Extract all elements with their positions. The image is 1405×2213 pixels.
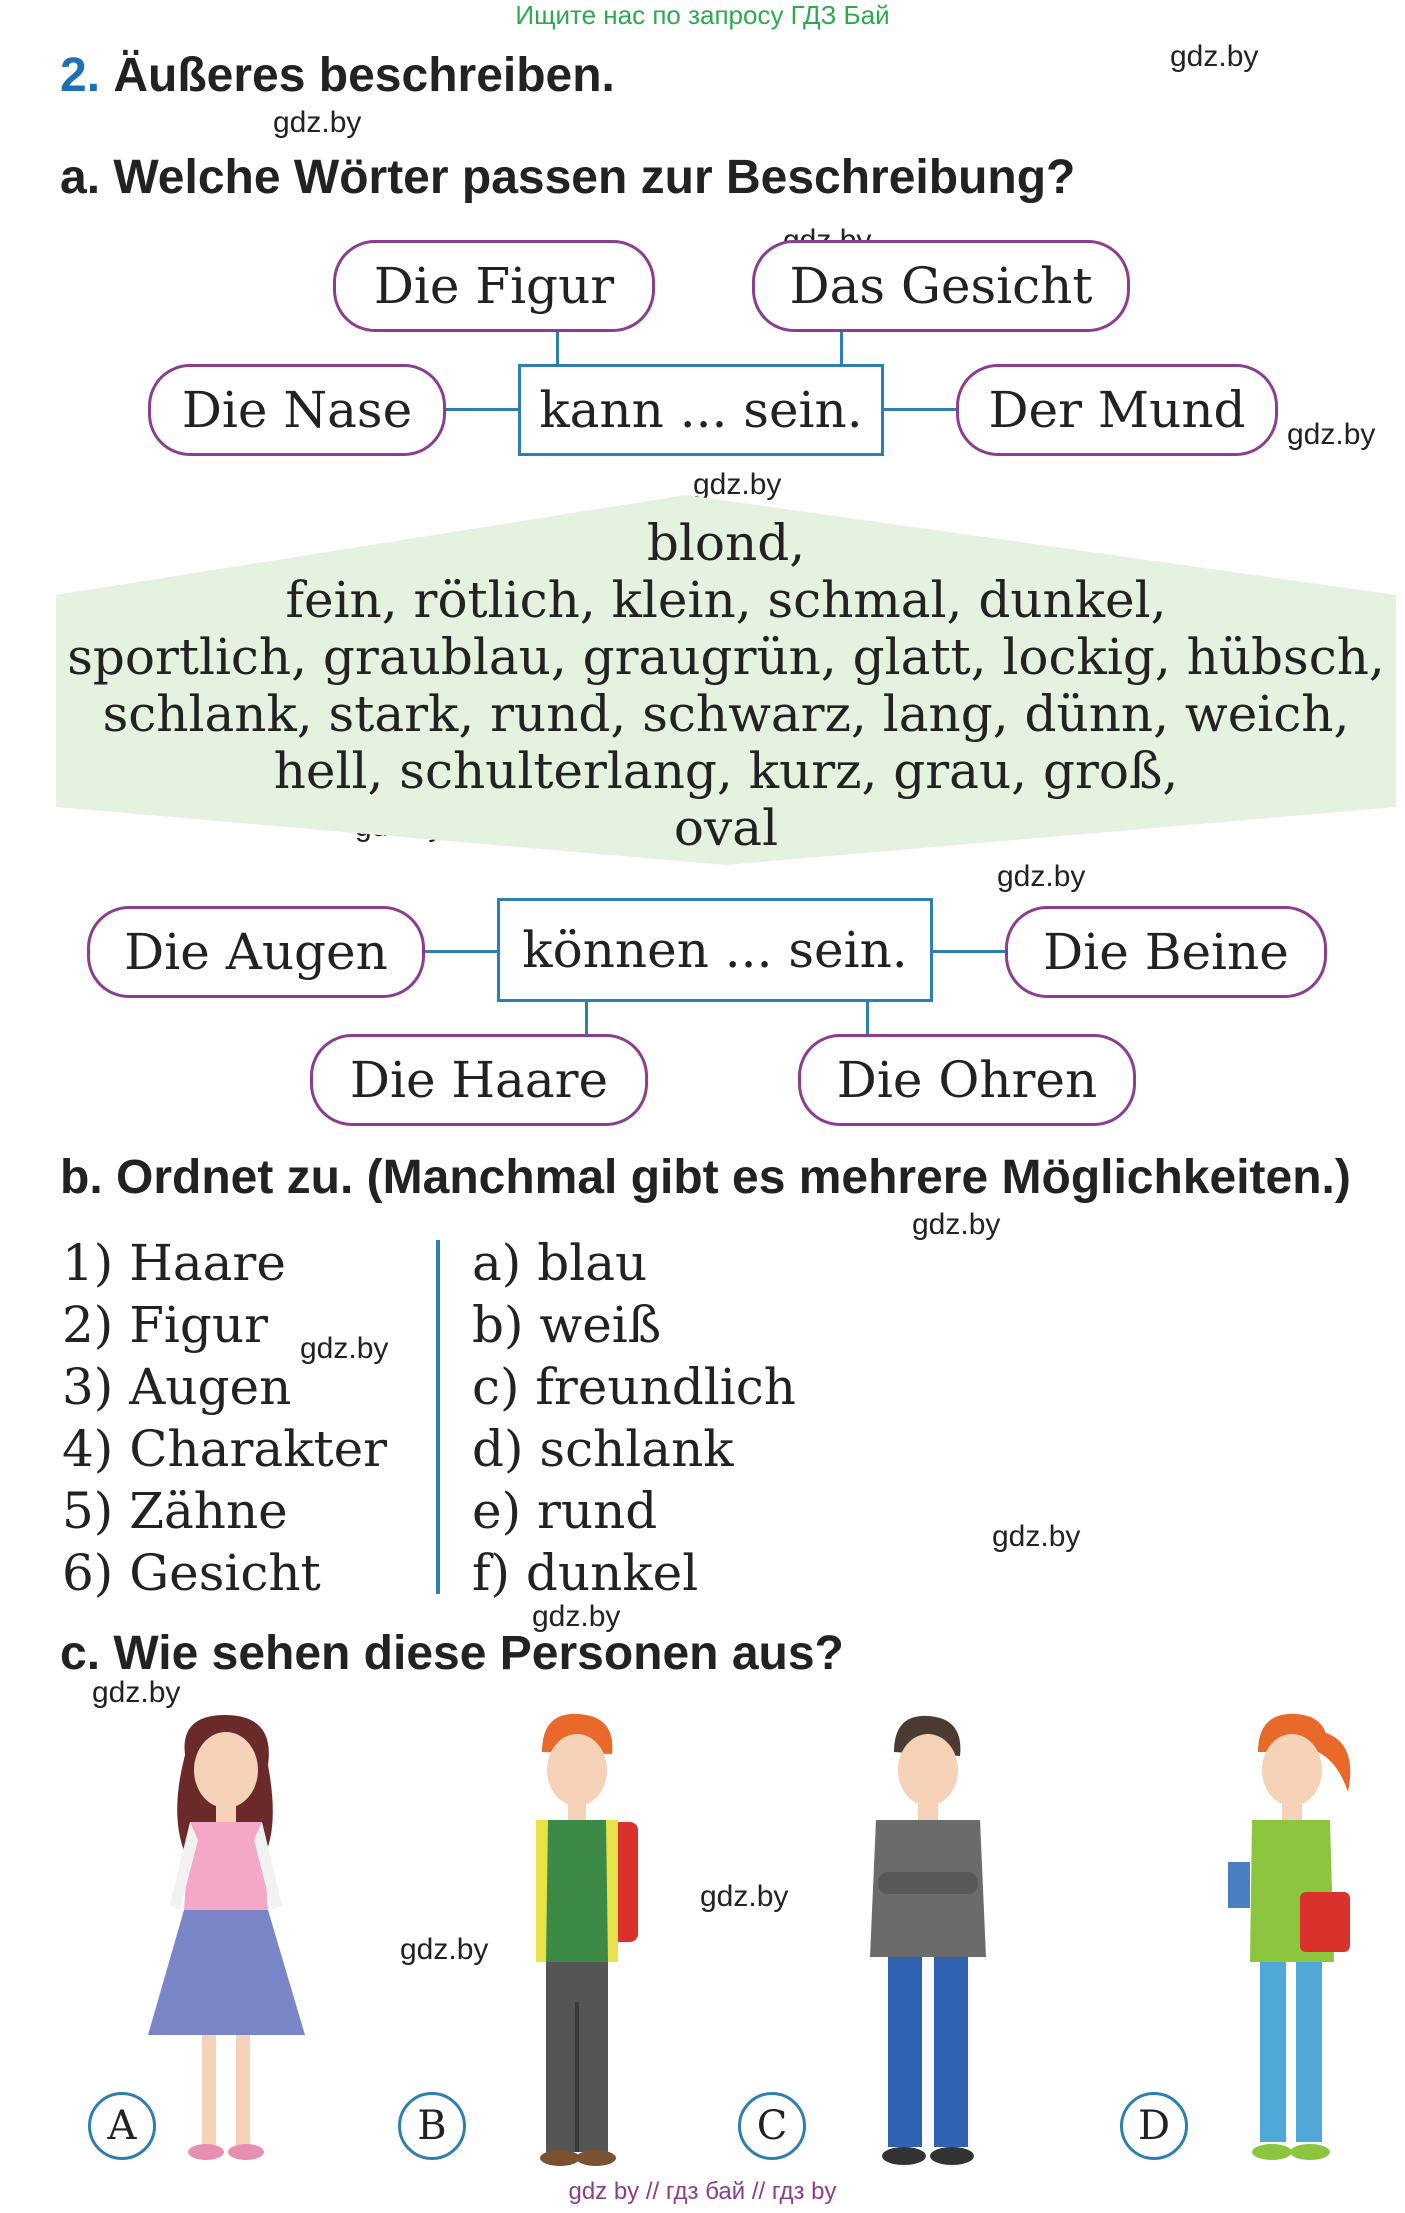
match-divider — [436, 1240, 440, 1594]
adjective-line: hell, schulterlang, kurz, grau, groß, — [273, 742, 1179, 800]
watermark: gdz.by — [273, 106, 362, 139]
noun-pill-mund: Der Mund — [956, 364, 1278, 456]
watermark: gdz.by — [1287, 418, 1376, 451]
connector-line — [840, 330, 843, 364]
watermark: gdz.by — [92, 1676, 181, 1709]
match-right-column — [472, 1232, 796, 1604]
person-label-c: C — [738, 2092, 806, 2160]
connector-line — [425, 950, 497, 953]
person-label-a: A — [88, 2092, 156, 2160]
watermark: gdz.by — [992, 1520, 1081, 1553]
noun-pill-augen: Die Augen — [87, 906, 425, 998]
footer-note: gdz by // гдз бай // гдз by — [568, 2178, 837, 2205]
watermark: gdz.by — [912, 1208, 1001, 1241]
person-c-illustration — [848, 1712, 1008, 2182]
watermark: gdz.by — [693, 468, 782, 501]
adjective-line: schlank, stark, rund, schwarz, lang, dünn, weich, — [102, 685, 1350, 743]
person-label-b: B — [398, 2092, 466, 2160]
connector-line — [556, 330, 559, 364]
watermark: gdz.by — [1170, 40, 1259, 73]
person-a-illustration — [140, 1710, 310, 2180]
person-b-illustration — [512, 1712, 642, 2182]
watermark: gdz.by — [997, 860, 1086, 893]
adjective-line: fein, rötlich, klein, schmal, dunkel, — [285, 571, 1167, 629]
match-right-item: a) blau — [472, 1234, 648, 1292]
noun-pill-gesicht: Das Gesicht — [752, 240, 1130, 332]
match-left-column — [62, 1232, 387, 1604]
exercise-title — [60, 48, 615, 103]
adjective-line: oval — [673, 799, 779, 857]
match-left-item: 2) Figur — [62, 1296, 269, 1354]
person-d-illustration — [1218, 1712, 1368, 2182]
noun-pill-figur: Die Figur — [333, 240, 655, 332]
match-right-item: d) schlank — [472, 1420, 734, 1478]
match-right-item: f) dunkel — [472, 1544, 699, 1602]
connector-line — [446, 408, 518, 411]
noun-pill-nase: Die Nase — [148, 364, 446, 456]
adjective-list — [56, 515, 1396, 857]
match-right-item: b) weiß — [472, 1296, 662, 1354]
match-left-item: 4) Charakter — [62, 1420, 388, 1478]
watermark: gdz.by — [300, 1332, 389, 1365]
connector-line — [933, 950, 1005, 953]
match-left-item: 5) Zähne — [62, 1482, 288, 1540]
connector-line — [585, 1000, 588, 1034]
part-b-heading: b. Ordnet zu. (Manchmal gibt es mehrere Möglichkeiten.) — [60, 1151, 1351, 1204]
person-label-d: D — [1120, 2092, 1188, 2160]
watermark: gdz.by — [532, 1600, 621, 1633]
top-note: Ищите нас по запросу ГДЗ Бай — [515, 0, 890, 30]
adjective-line: blond, — [646, 514, 806, 572]
connector-line — [866, 1000, 869, 1034]
connector-line — [884, 408, 956, 411]
exercise-title-text: Äußeres beschreiben. — [113, 49, 615, 102]
match-left-item: 3) Augen — [62, 1358, 292, 1416]
noun-pill-beine: Die Beine — [1005, 906, 1327, 998]
center-box-singular: kann ... sein. — [518, 364, 884, 456]
part-a-heading: a. Welche Wörter passen zur Beschreibung? — [60, 151, 1076, 204]
exercise-number: 2. — [60, 49, 101, 102]
center-box-plural: können ... sein. — [497, 898, 933, 1002]
match-left-item: 6) Gesicht — [62, 1544, 321, 1602]
watermark: gdz.by — [700, 1880, 789, 1913]
match-left-item: 1) Haare — [62, 1234, 286, 1292]
noun-pill-haare: Die Haare — [310, 1034, 648, 1126]
watermark: gdz.by — [400, 1933, 489, 1966]
adjective-line: sportlich, graublau, graugrün, glatt, lockig, hübsch, — [67, 628, 1385, 686]
match-right-item: e) rund — [472, 1482, 658, 1540]
noun-pill-ohren: Die Ohren — [798, 1034, 1136, 1126]
part-c-heading: c. Wie sehen diese Personen aus? — [60, 1627, 844, 1680]
match-right-item: c) freundlich — [472, 1358, 796, 1416]
